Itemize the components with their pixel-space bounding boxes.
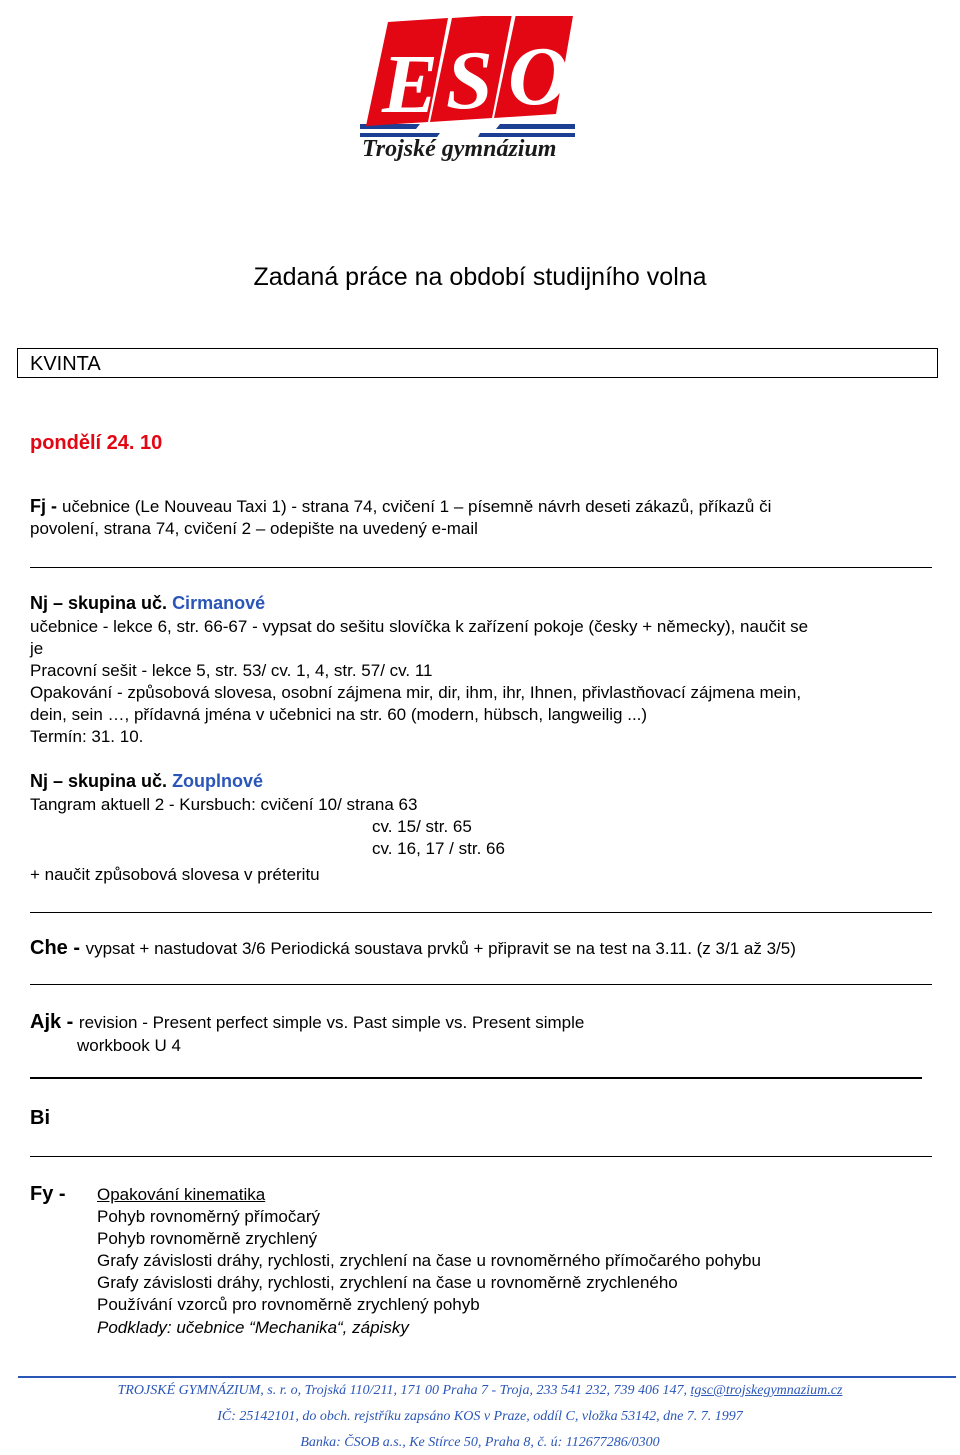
fj-line-2: povolení, strana 74, cvičení 2 – odepište na uvedený e-mail	[30, 519, 478, 538]
fy-line-6: Používání vzorců pro rovnoměrně zrychlený pohyb	[97, 1295, 480, 1314]
nj1-line-6: Termín: 31. 10.	[30, 727, 144, 746]
eso-logo-graphic	[360, 16, 575, 166]
nj1-line-4: Opakování - způsobová slovesa, osobní zájmena mir, dir, ihm, ihr, Ihnen, přivlastňovací zájmena mein,	[30, 683, 802, 702]
footer-line-1: TROJSKÉ GYMNÁZIUM, s. r. o, Trojská 110/211, 171 00 Praha 7 - Troja, 233 541 232, 739 406 147, tgsc@trojskegymnazium.cz	[117, 1383, 843, 1398]
page-title: Zadaná práce na období studijního volna	[253, 263, 707, 291]
footer-line-2: IČ: 25142101, do obch. rejstříku zapsáno KOS v Praze, oddíl C, vložka 53142, dne 7. 7. 1997	[217, 1409, 743, 1424]
nj1-line-2: je	[30, 639, 44, 658]
day-heading: pondělí 24. 10	[30, 432, 163, 454]
class-box	[17, 348, 938, 378]
fy-line-7: Podklady: učebnice “Mechanika“, zápisky	[97, 1318, 409, 1337]
footer-email-link[interactable]: tgsc@trojskegymnazium.cz	[690, 1383, 843, 1398]
nj2-line-4: + naučit způsobová slovesa v préteritu	[30, 865, 320, 884]
nj2-line-3: cv. 16, 17 / str. 66	[372, 839, 505, 858]
che-line: Che - vypsat + nastudovat 3/6 Periodická soustava prvků + připravit se na test na 3.11. (z 3/1 až 3/5)	[30, 937, 796, 959]
fy-line-2: Pohyb rovnoměrný přímočarý	[97, 1207, 320, 1226]
logo-letter-e: E	[382, 38, 439, 131]
divider-3	[30, 984, 932, 985]
fj-line-1: Fj - učebnice (Le Nouveau Taxi 1) - strana 74, cvičení 1 – písemně návrh deseti zákazů, příkazů či	[30, 496, 772, 516]
nj1-line-5: dein, sein …, přídavná jména v učebnici na str. 60 (modern, hübsch, langweilig ...)	[30, 705, 648, 724]
fy-line-4: Grafy závislosti dráhy, rychlosti, zrychlení na čase u rovnoměrného přímočarého pohybu	[97, 1251, 761, 1270]
footer-line-3: Banka: ČSOB a.s., Ke Stírce 50, Praha 8, č. ú: 112677286/0300	[300, 1435, 660, 1450]
nj2-line-1: Tangram aktuell 2 - Kursbuch: cvičení 10/ strana 63	[30, 795, 418, 814]
logo-letter-o: O	[508, 30, 569, 123]
footer-divider	[18, 1376, 956, 1378]
fj-subject: Fj -	[30, 496, 62, 516]
divider-5	[30, 1156, 932, 1157]
ajk-line-1: Ajk - revision - Present perfect simple vs. Past simple vs. Present simple	[30, 1011, 585, 1033]
logo-caption: Trojské gymnázium	[362, 136, 557, 162]
divider-4	[30, 1077, 922, 1079]
divider-1	[30, 567, 932, 568]
ajk-line-2: workbook U 4	[77, 1036, 181, 1055]
nj1-line-3: Pracovní sešit - lekce 5, str. 53/ cv. 1, 4, str. 57/ cv. 11	[30, 661, 433, 680]
school-logo	[360, 16, 575, 166]
nj2-heading: Nj – skupina uč. Zouplnové	[30, 771, 264, 791]
che-subject: Che -	[30, 937, 86, 959]
fy-line-5: Grafy závislosti dráhy, rychlosti, zrychlení na čase u rovnoměrně zrychleného	[97, 1273, 678, 1292]
logo-letter-s: S	[446, 34, 493, 127]
fy-line-1: Opakování kinematika	[97, 1185, 266, 1204]
divider-2	[30, 912, 932, 913]
class-name: KVINTA	[30, 353, 101, 375]
fy-line-3: Pohyb rovnoměrně zrychlený	[97, 1229, 318, 1248]
nj1-heading: Nj – skupina uč. Cirmanové	[30, 593, 266, 613]
nj2-line-2: cv. 15/ str. 65	[372, 817, 472, 836]
nj1-line-1: učebnice - lekce 6, str. 66-67 - vypsat do sešitu slovíčka k zařízení pokoje (česky + německy), naučit se	[30, 617, 809, 636]
fy-subject: Fy -	[30, 1183, 66, 1205]
ajk-subject: Ajk -	[30, 1011, 79, 1033]
bi-subject: Bi	[30, 1107, 50, 1129]
